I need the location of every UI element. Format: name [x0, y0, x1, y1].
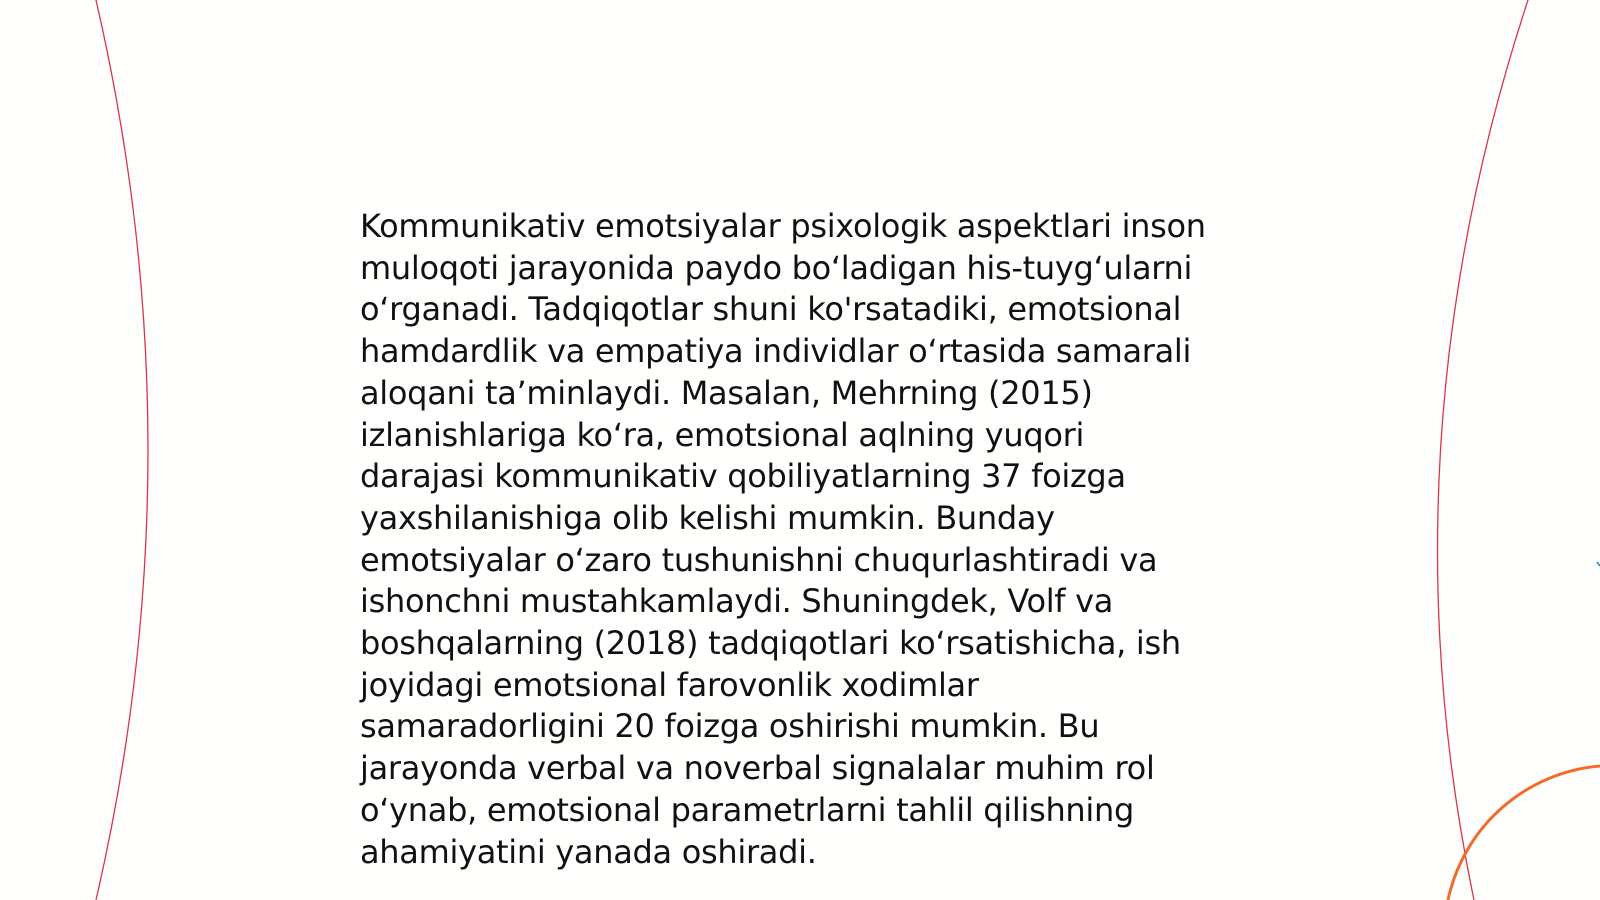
right-arc-line [1437, 0, 1528, 900]
slide-body-text: Kommunikativ emotsiyalar psixologik aspektlari inson muloqoti jarayonida paydo bo‘ladigan his-tuyg‘ularni o‘rganadi. Tadqiqotlar shuni ko'rsatadiki, emotsional hamdardlik va empatiya individlar o‘rtasida samarali aloqani ta’minlaydi. Masalan, Mehrning (2015) izlanishlariga ko‘ra, emotsional aqlning yuqori darajasi kommunikativ qobiliyatlarning 37 foizga yaxshilanishiga olib kelishi mumkin. Bunday emotsiyalar o‘zaro tushunishni chuqurlashtiradi va ishonchni mustahkamlaydi. Shuningdek, Volf va boshqalarning (2018) tadqiqotlari ko‘rsatishicha, ish joyidagi emotsional farovonlik xodimlar samaradorligini 20 foizga oshirishi mumkin. Bu jarayonda verbal va noverbal signalalar muhim rol o‘ynab, emotsional parametrlarni tahlil qilishning ahamiyatini yanada oshiradi. [360, 207, 1206, 871]
orange-circle-arc [1448, 766, 1600, 900]
left-arc-line [96, 0, 148, 900]
